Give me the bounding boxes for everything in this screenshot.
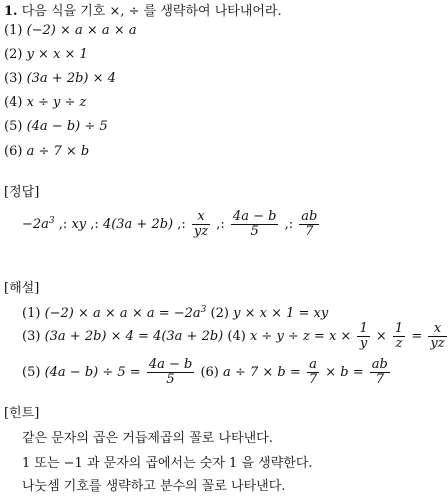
- question-item: [4, 46, 88, 64]
- answer-separator: ,:: [58, 217, 68, 232]
- item-label: (5): [4, 119, 23, 134]
- answer-separator: ,:: [90, 217, 99, 232]
- question-item: [4, 22, 137, 40]
- item-expression: (−2) × a × a × a: [26, 23, 137, 38]
- solution-line-1: (1) $(-2) \times a \times a \times a = -2a^3$ (2) y × x × 1 = xy: [22, 305, 329, 321]
- item-label: (1): [4, 23, 23, 38]
- question-item: [4, 118, 108, 136]
- hint-heading: [힌트]: [4, 406, 40, 421]
- question-item: [4, 70, 116, 88]
- hint-line: 1 또는 −1 과 문자의 곱에서는 숫자 1 을 생략한다.: [22, 456, 313, 471]
- solution-6-result-fraction: $\frac{ab}{7}$: [371, 357, 388, 387]
- answer-separator: ,:: [216, 217, 225, 232]
- solution-4-result-fraction: $\frac{x}{yz}$: [430, 321, 445, 351]
- item-label: (6): [4, 144, 23, 159]
- solution-6-fraction: $\frac{a}{7}$: [308, 357, 318, 387]
- question-prompt: 다음 식을 기호 ×, ÷ 를 생략하여 나타내어라.: [21, 4, 282, 19]
- item-label: (3): [4, 71, 23, 86]
- item-expression: x ÷ y ÷ z: [26, 95, 87, 110]
- question-item: [4, 143, 89, 161]
- answer-separator: ,:: [177, 217, 186, 232]
- solution-line-2: (3) (3a + 2b) × 4 = 4(3a + 2b) (4) x ÷ y ÷ z = x × $\frac{1}{y}$ × $\frac{1}{z}$ = $\frac{x}{yz}$: [22, 321, 445, 351]
- solution-line-3: (5) (4a − b) ÷ 5 = $\frac{4a - b}{5}$ (6) a ÷ 7 × b = $\frac{a}{7}$ × b = $\frac{ab}{7}$: [22, 357, 388, 387]
- hint-line: 나눗셈 기호를 생략하고 분수의 꼴로 나타낸다.: [22, 479, 286, 494]
- answer-6-fraction: $\frac{ab}{7}$: [301, 209, 318, 239]
- item-expression: y × x × 1: [26, 47, 88, 62]
- question-title: [4, 3, 282, 21]
- solution-5-fraction: $\frac{4a - b}{5}$: [148, 357, 193, 387]
- item-expression: (3a + 2b) × 4: [26, 71, 116, 86]
- solution-5: (4a − b) ÷ 5 =: [44, 365, 141, 380]
- solution-4-fraction: $\frac{1}{y}$: [359, 321, 368, 351]
- solution-heading: [해설]: [4, 281, 40, 296]
- solution-6: a ÷ 7 × b =: [223, 365, 301, 380]
- solution-4: x ÷ y ÷ z = x ×: [249, 329, 352, 344]
- answer-4-fraction: $\frac{x}{yz}$: [193, 209, 209, 239]
- hint-line: 같은 문자의 곱은 거듭제곱의 꼴로 나타낸다.: [22, 431, 273, 446]
- solution-2: y × x × 1 = xy: [233, 306, 329, 321]
- item-expression: (4a − b) ÷ 5: [26, 119, 108, 134]
- solution-4-fraction: $\frac{1}{z}$: [394, 321, 404, 351]
- answer-2: xy: [71, 217, 87, 232]
- answer-3: 4(3a + 2b): [102, 217, 174, 232]
- item-expression: a ÷ 7 × b: [26, 144, 90, 159]
- solution-3: (3a + 2b) × 4 = 4(3a + 2b): [44, 329, 224, 344]
- solution-1: $(-2) \times a \times a \times a = -2a^3$: [44, 305, 207, 321]
- answer-5-fraction: $\frac{4a - b}{5}$: [232, 209, 277, 239]
- answer-line: [22, 206, 321, 240]
- question-item: [4, 94, 86, 112]
- item-label: (2): [4, 47, 23, 62]
- item-label: (4): [4, 95, 23, 110]
- answer-1: $-2a^3$: [22, 216, 55, 232]
- question-number: 1.: [4, 4, 18, 19]
- answer-separator: ,:: [284, 217, 294, 232]
- answer-heading: [정답]: [4, 185, 40, 200]
